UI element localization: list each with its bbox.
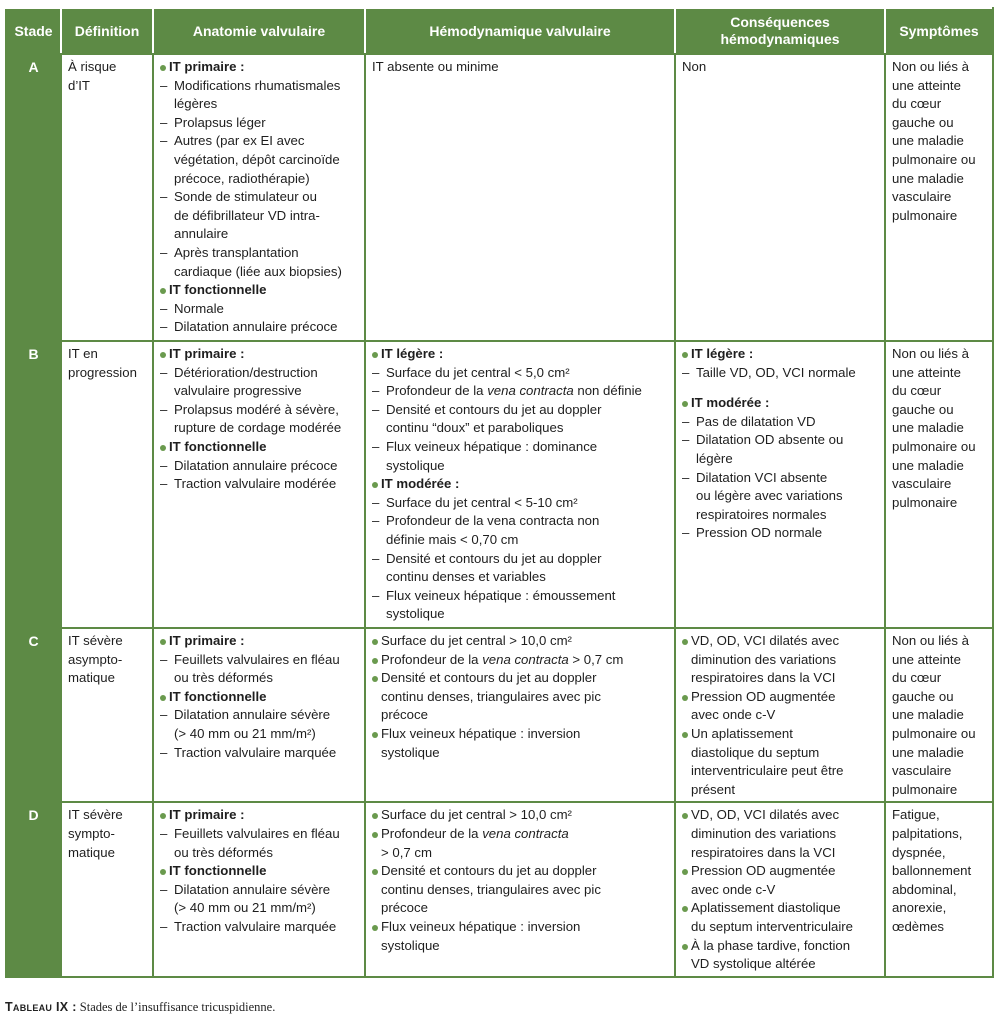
definition-cell — [61, 341, 153, 628]
list-item: – Taille VD, OD, VCI normale — [682, 364, 878, 383]
list-heading: IT primaire : — [160, 58, 358, 77]
table-row-stage-d — [6, 802, 993, 977]
list-item: – Autres (par ex EI avec végétation, dépôt carcinoïde précoce, radiothérapie) — [160, 132, 358, 188]
list-item: Pression OD augmentée avec onde c-V — [682, 688, 878, 725]
list-item: – Surface du jet central < 5-10 cm² — [372, 494, 668, 513]
anatomie-cell — [153, 802, 365, 977]
anatomie-cell — [153, 628, 365, 802]
list-item: Surface du jet central > 10,0 cm² — [372, 806, 668, 825]
list-item: Flux veineux hépatique : inversion systolique — [372, 725, 668, 762]
definition-line: IT en — [68, 346, 98, 361]
table-caption — [5, 1000, 275, 1015]
consequences-cell — [675, 802, 885, 977]
symptomes-cell: Non ou liés à une atteinte du cœur gauche ou une maladie pulmonaire ou une maladie vasculaire pulmonaire — [885, 628, 993, 802]
list-item: – Pression OD normale — [682, 524, 878, 543]
anatomie-cell — [153, 54, 365, 341]
symptomes-cell: Fatigue, palpitations, dyspnée, ballonnement abdominal, anorexie, œdèmes — [885, 802, 993, 977]
definition-cell — [61, 54, 153, 341]
list-item: – Flux veineux hépatique : émoussement systolique — [372, 587, 668, 624]
list-item: – Prolapsus modéré à sévère, rupture de cordage modérée — [160, 401, 358, 438]
list-heading: IT modérée : — [682, 394, 878, 413]
definition-line: progression — [68, 364, 137, 380]
list-item: Surface du jet central > 10,0 cm² — [372, 632, 668, 651]
table-row-stage-a — [6, 54, 993, 341]
list-item: – Flux veineux hépatique : dominance systolique — [372, 438, 668, 475]
list-item: – Surface du jet central < 5,0 cm² — [372, 364, 668, 383]
definition-line: À risque — [68, 59, 117, 74]
symptomes-cell: Non ou liés à une atteinte du cœur gauche ou une maladie pulmonaire ou une maladie vasculaire pulmonaire — [885, 341, 993, 628]
hemodynamique-cell — [365, 341, 675, 628]
hemodynamique-cell — [365, 628, 675, 802]
list-heading: IT primaire : — [160, 632, 358, 651]
list-heading: IT fonctionnelle — [160, 688, 358, 707]
definition-cell: IT sévère sympto- matique — [61, 802, 153, 977]
header-consequences-line2: hémodynamiques — [720, 31, 840, 47]
list-item: – Traction valvulaire modérée — [160, 475, 358, 494]
anatomie-cell — [153, 341, 365, 628]
list-item: Pression OD augmentée avec onde c-V — [682, 862, 878, 899]
list-item: – Normale — [160, 300, 358, 319]
list-item: – Profondeur de la vena contracta non définie mais < 0,70 cm — [372, 512, 668, 549]
header-hemodynamique: Hémodynamique valvulaire — [365, 8, 675, 54]
list-heading: IT fonctionnelle — [160, 438, 358, 457]
list-heading: IT primaire : — [160, 806, 358, 825]
list-heading: IT légère : — [372, 345, 668, 364]
list-item: – Dilatation OD absente ou légère — [682, 431, 878, 468]
list-item: Aplatissement diastolique du septum interventriculaire — [682, 899, 878, 936]
list-item: VD, OD, VCI dilatés avec diminution des variations respiratoires dans la VCI — [682, 632, 878, 688]
list-item: À la phase tardive, fonction VD systolique altérée — [682, 937, 878, 974]
hemodynamique-cell: IT absente ou minime — [365, 54, 675, 341]
list-item: – Pas de dilatation VD — [682, 413, 878, 432]
list-item: – Dilatation annulaire précoce — [160, 457, 358, 476]
list-item: – Feuillets valvulaires en fléau ou très déformés — [160, 651, 358, 688]
list-item: – Densité et contours du jet au doppler continu “doux” et paraboliques — [372, 401, 668, 438]
header-definition: Définition — [61, 8, 153, 54]
symptomes-cell: Non ou liés à une atteinte du cœur gauche ou une maladie pulmonaire ou une maladie vasculaire pulmonaire — [885, 54, 993, 341]
list-heading: IT primaire : — [160, 345, 358, 364]
table-row-stage-b — [6, 341, 993, 628]
header-consequences-line1: Conséquences — [730, 14, 830, 30]
consequences-cell — [675, 628, 885, 802]
list-item: – Détérioration/destruction valvulaire progressive — [160, 364, 358, 401]
consequences-cell — [675, 341, 885, 628]
list-item: – Profondeur de la vena contracta non définie — [372, 382, 668, 401]
list-item: – Prolapsus léger — [160, 114, 358, 133]
header-anatomie: Anatomie valvulaire — [153, 8, 365, 54]
header-row — [6, 8, 993, 54]
list-item: – Densité et contours du jet au doppler continu denses et variables — [372, 550, 668, 587]
list-item: VD, OD, VCI dilatés avec diminution des variations respiratoires dans la VCI — [682, 806, 878, 862]
list-item: – Traction valvulaire marquée — [160, 918, 358, 937]
consequences-cell: Non — [675, 54, 885, 341]
list-item: Densité et contours du jet au doppler continu denses, triangulaires avec pic précoce — [372, 669, 668, 725]
caption-label: Tableau IX : — [5, 1000, 77, 1014]
list-item: – Dilatation annulaire sévère (> 40 mm ou 21 mm/m²) — [160, 881, 358, 918]
stage-cell: C — [6, 628, 61, 802]
list-item: Profondeur de la vena contracta > 0,7 cm — [372, 825, 668, 862]
list-heading: IT fonctionnelle — [160, 862, 358, 881]
list-item: Densité et contours du jet au doppler continu denses, triangulaires avec pic précoce — [372, 862, 668, 918]
definition-line: d’IT — [68, 77, 90, 93]
list-item: – Modifications rhumatismales légères — [160, 77, 358, 114]
list-heading: IT fonctionnelle — [160, 281, 358, 300]
list-item: – Dilatation VCI absente ou légère avec variations respiratoires normales — [682, 469, 878, 525]
list-item: Flux veineux hépatique : inversion systolique — [372, 918, 668, 955]
header-stade: Stade — [6, 8, 61, 54]
header-consequences — [675, 8, 885, 54]
list-item: – Sonde de stimulateur ou de défibrillateur VD intra- annulaire — [160, 188, 358, 244]
caption-text: Stades de l’insuffisance tricuspidienne. — [76, 1000, 276, 1014]
hemodynamique-cell — [365, 802, 675, 977]
definition-cell: IT sévère asympto- matique — [61, 628, 153, 802]
list-item: – Dilatation annulaire sévère (> 40 mm ou 21 mm/m²) — [160, 706, 358, 743]
stage-cell: B — [6, 341, 61, 628]
stage-cell: A — [6, 54, 61, 341]
list-heading: IT modérée : — [372, 475, 668, 494]
header-symptomes: Symptômes — [885, 8, 993, 54]
list-item: – Traction valvulaire marquée — [160, 744, 358, 763]
list-item: – Feuillets valvulaires en fléau ou très déformés — [160, 825, 358, 862]
list-item: – Après transplantation cardiaque (liée aux biopsies) — [160, 244, 358, 281]
list-heading: IT légère : — [682, 345, 878, 364]
list-item: Profondeur de la vena contracta > 0,7 cm — [372, 651, 668, 670]
staging-table — [5, 7, 994, 978]
stage-cell: D — [6, 802, 61, 977]
list-item: – Dilatation annulaire précoce — [160, 318, 358, 337]
list-item: Un aplatissement diastolique du septum interventriculaire peut être présent — [682, 725, 878, 799]
table-row-stage-c — [6, 628, 993, 802]
